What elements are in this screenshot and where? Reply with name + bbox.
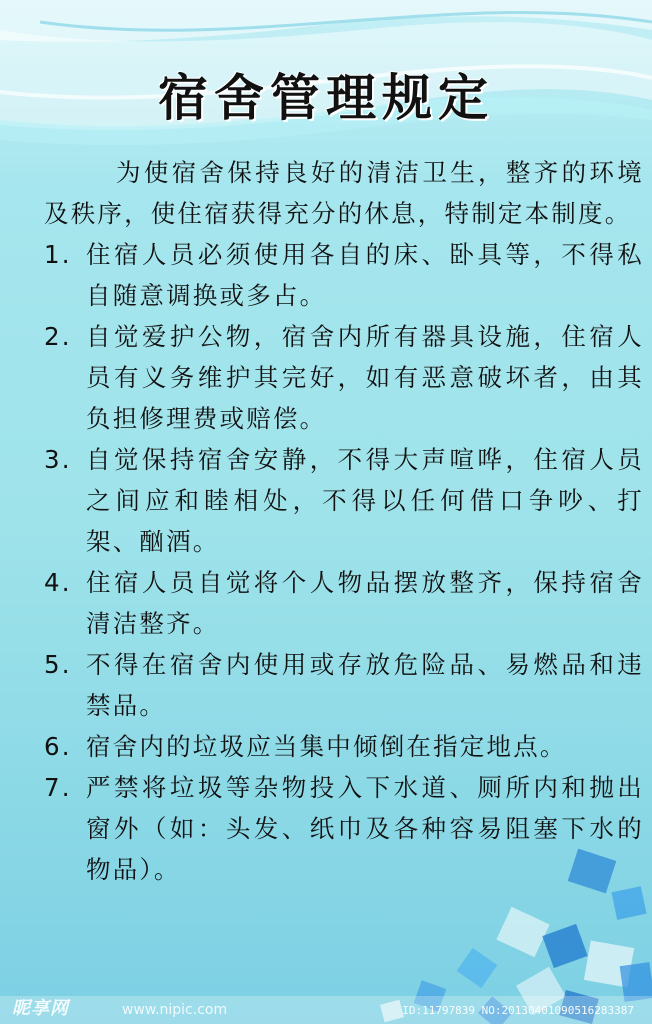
rule-text: 住宿人员自觉将个人物品摆放整齐，保持宿舍清洁整齐。 [86,568,644,638]
page-title: 宿舍管理规定 [158,68,494,127]
rule-text: 自觉保持宿舍安静，不得大声喧哗，住宿人员之间应和睦相处，不得以任何借口争吵、打架、酗酒。 [86,445,644,556]
rule-item [44,439,644,562]
rule-number: 3. [44,445,72,474]
intro-paragraph: 为使宿舍保持良好的清洁卫生，整齐的环境及秩序，使住宿获得充分的休息，特制定本制度。 [44,158,644,228]
rule-item [44,316,644,439]
rule-number: 5. [44,650,72,679]
rule-item [44,644,644,726]
rule-item [44,562,644,644]
rule-text: 宿舍内的垃圾应当集中倾倒在指定地点。 [86,732,567,761]
rules-list [44,234,644,890]
rule-number: 7. [44,773,72,802]
rule-text: 严禁将垃圾等杂物投入下水道、厕所内和抛出窗外（如：头发、纸巾及各种容易阻塞下水的物品）。 [86,773,644,884]
watermark-logo: 昵享网 [12,998,69,1019]
rule-item [44,726,644,767]
rule-item [44,767,644,890]
watermark-site: www.nipic.com [122,1002,228,1018]
rule-text: 自觉爱护公物，宿舍内所有器具设施，住宿人员有义务维护其完好，如有恶意破坏者，由其负担修理费或赔偿。 [86,322,644,433]
rule-number: 1. [44,240,72,269]
rule-text: 不得在宿舍内使用或存放危险品、易燃品和违禁品。 [86,650,644,720]
rules-content [44,152,644,890]
rule-number: 6. [44,732,72,761]
rule-text: 住宿人员必须使用各自的床、卧具等，不得私自随意调换或多占。 [86,240,644,310]
watermark-id: ID:11797839 NO:20130401090516283387 [402,1004,634,1017]
rule-number: 2. [44,322,72,351]
rule-number: 4. [44,568,72,597]
rule-item [44,234,644,316]
watermark-bar [0,996,652,1024]
